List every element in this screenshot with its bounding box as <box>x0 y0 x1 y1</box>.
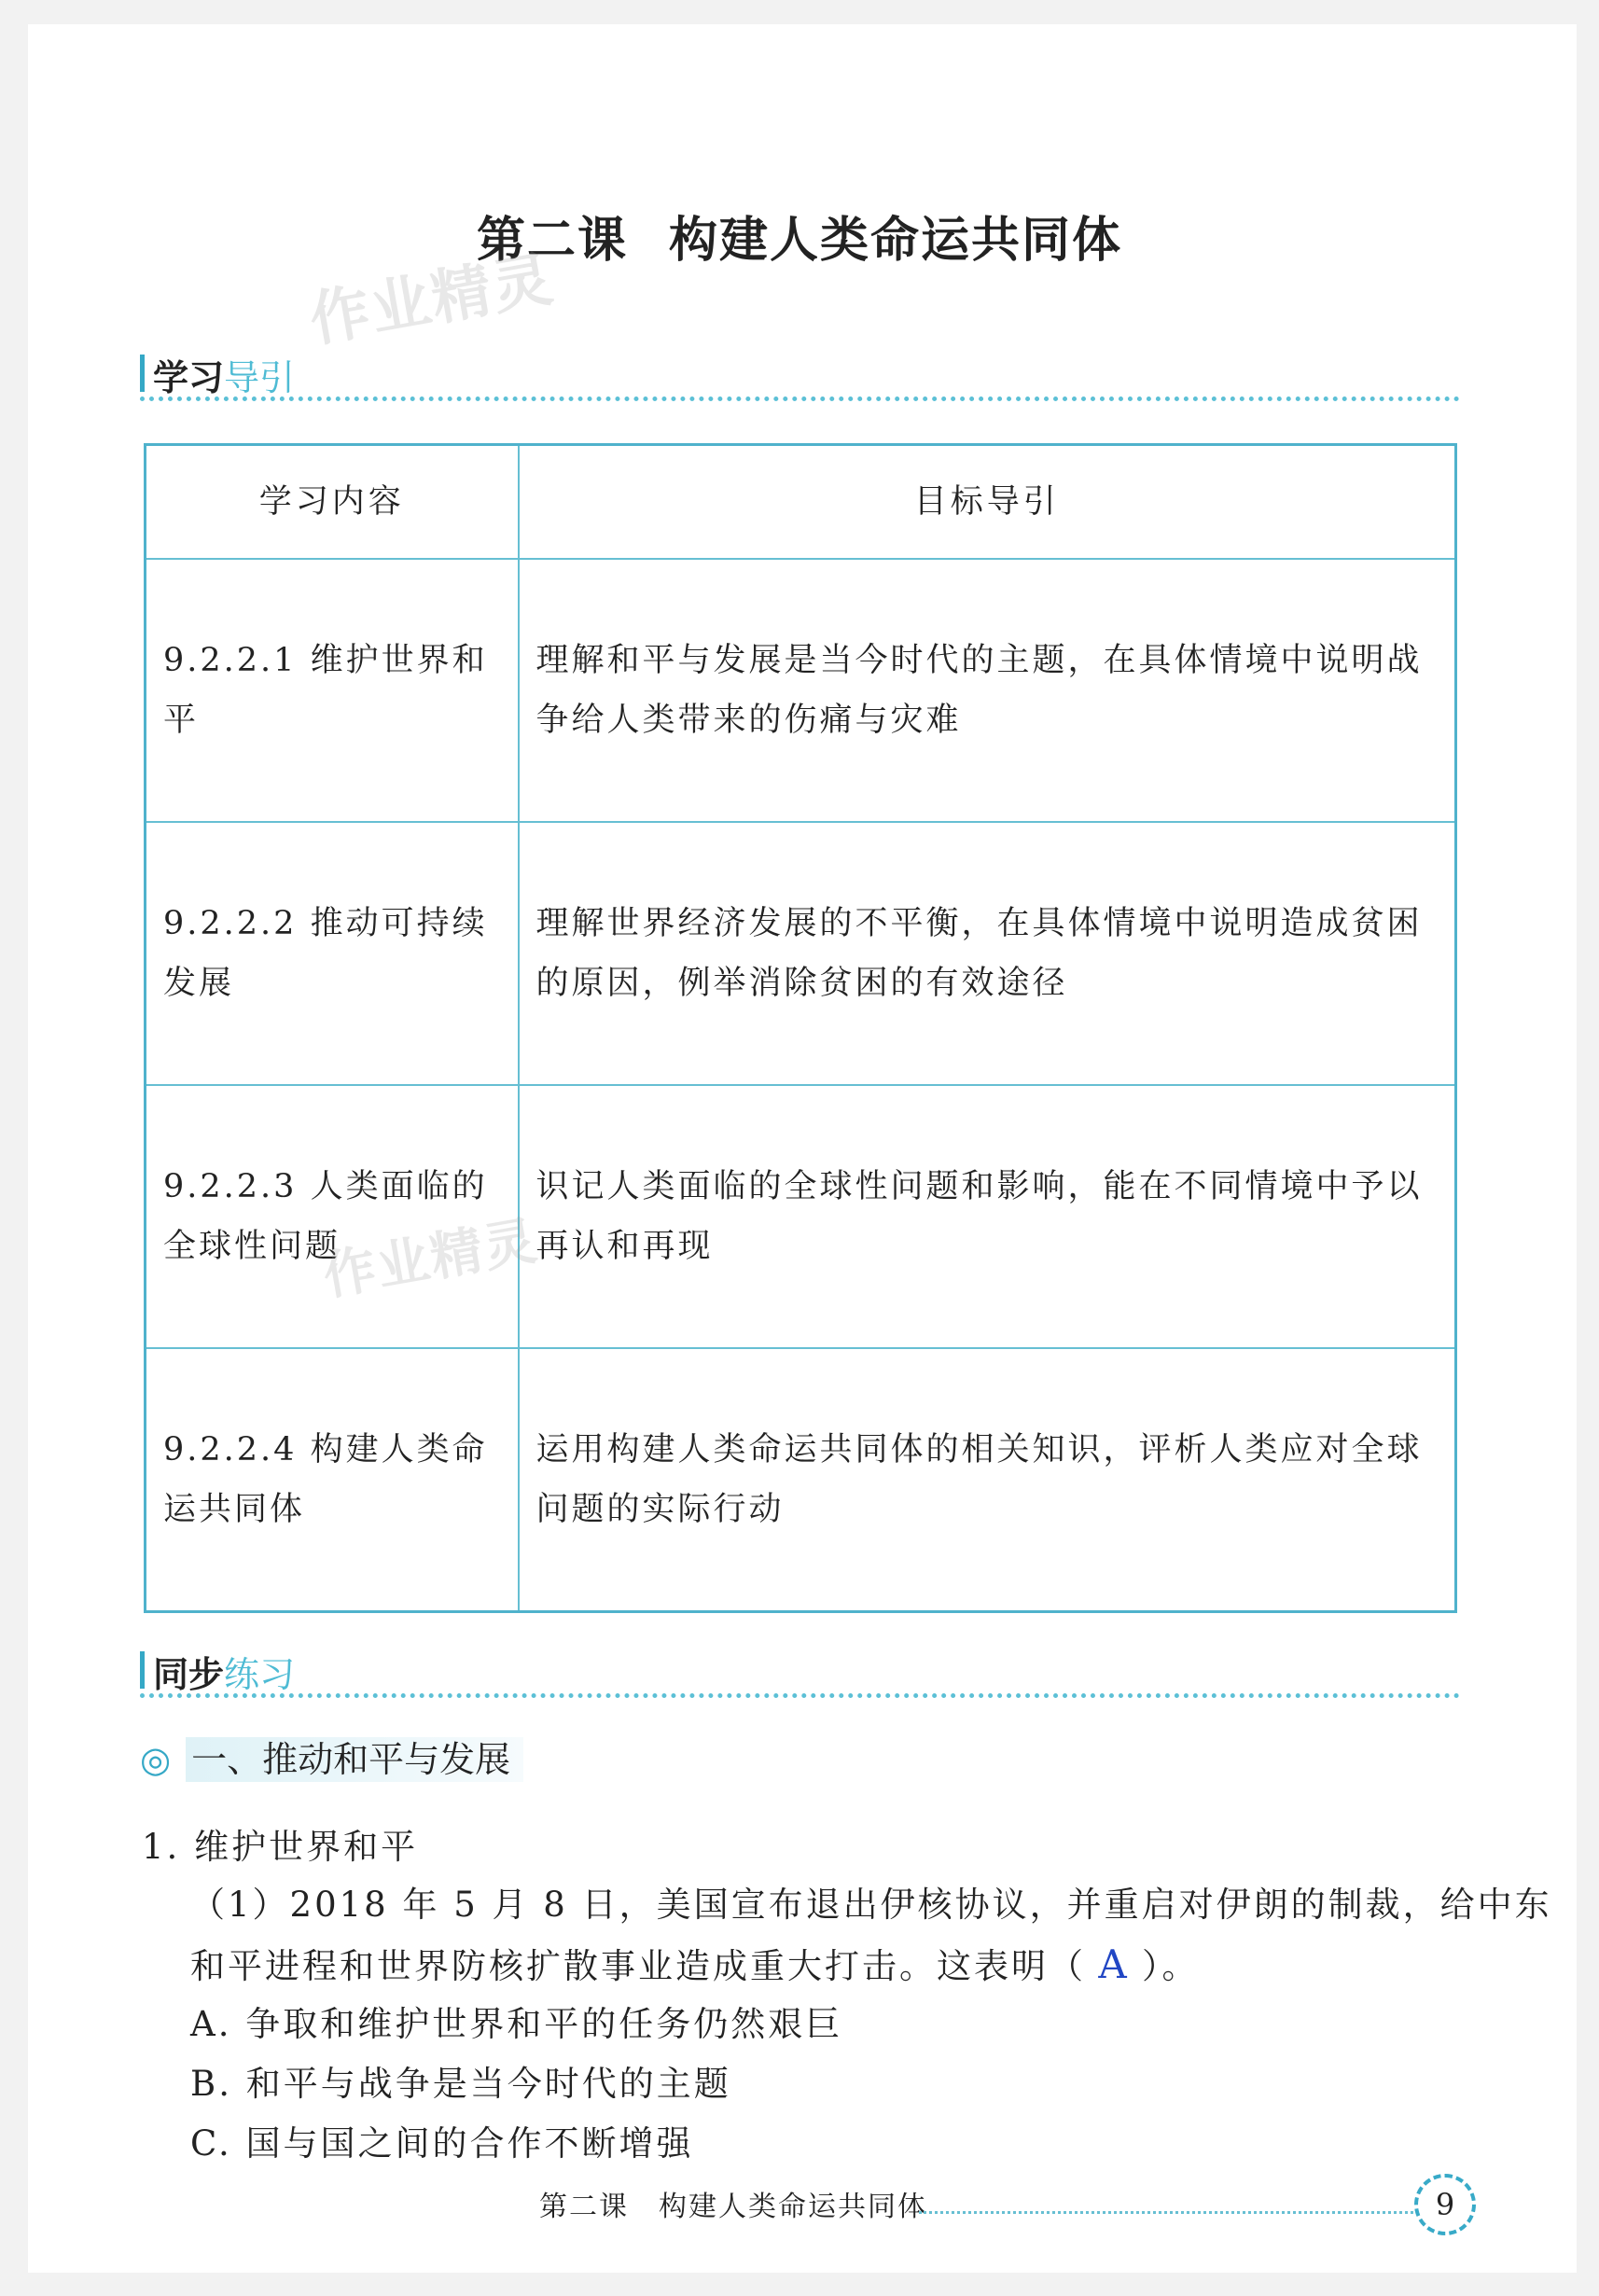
footer-title: 第二课 构建人类命运共同体 <box>539 2191 927 2223</box>
option-c: C. 国与国之间的合作不断增强 <box>190 2123 694 2164</box>
header-goal: 目标导引 <box>519 445 1456 560</box>
table-row <box>146 822 1456 1085</box>
page-title <box>0 201 1599 271</box>
section-title: 学习导引 <box>153 357 296 398</box>
table-row <box>146 1348 1456 1612</box>
handwritten-answer: A <box>1098 1941 1130 1987</box>
cell-goal: 识记人类面临的全球性问题和影响，能在不同情境中予以再认和再现 <box>519 1085 1456 1348</box>
lesson-number: 第二课 <box>476 212 628 269</box>
cell-content: 9.2.2.4 构建人类命运共同体 <box>146 1348 519 1612</box>
topic-heading <box>140 1731 523 1782</box>
section-bar <box>140 355 145 392</box>
watermark-top: 作业精灵 <box>304 244 560 356</box>
cell-content: 9.2.2.1 维护世界和平 <box>146 559 519 822</box>
option-a: A. 争取和维护世界和平的任务仍然艰巨 <box>190 2004 843 2044</box>
cell-goal: 运用构建人类命运共同体的相关知识，评析人类应对全球问题的实际行动 <box>519 1348 1456 1612</box>
topic-label: 一、推动和平与发展 <box>186 1737 523 1782</box>
page-number: 9 <box>1414 2174 1476 2235</box>
cell-content: 9.2.2.2 推动可持续发展 <box>146 822 519 1085</box>
section-bar <box>140 1651 145 1689</box>
header-content: 学习内容 <box>146 445 519 560</box>
cell-content: 9.2.2.3 人类面临的全球性问题 <box>146 1085 519 1348</box>
study-guide-table <box>144 443 1457 1613</box>
dotted-divider <box>140 397 1460 401</box>
watermark-middle: 作业精灵 <box>318 1210 543 1308</box>
table-row <box>146 559 1456 822</box>
table-row <box>146 1085 1456 1348</box>
target-icon: ◎ <box>140 1739 172 1780</box>
dotted-divider <box>140 1693 1460 1698</box>
cell-goal: 理解和平与发展是当今时代的主题，在具体情境中说明战争给人类带来的伤痛与灾难 <box>519 559 1456 822</box>
question-stem-line1: （1）2018 年 5 月 8 日，美国宣布退出伊核协议，并重启对伊朗的制裁，给中东 <box>190 1885 1552 1925</box>
question-stem-line2: 和平进程和世界防核扩散事业造成重大打击。这表明（ A ）。 <box>190 1935 1200 1997</box>
question-heading: 1. 维护世界和平 <box>142 1827 419 1867</box>
table-header-row <box>146 445 1456 560</box>
section-head-guide <box>140 345 1460 401</box>
section-head-practice <box>140 1642 1460 1698</box>
cell-goal: 理解世界经济发展的不平衡，在具体情境中说明造成贫困的原因，例举消除贫困的有效途径 <box>519 822 1456 1085</box>
footer-dotted-line <box>919 2211 1413 2214</box>
option-b: B. 和平与战争是当今时代的主题 <box>190 2064 731 2104</box>
lesson-name: 构建人类命运共同体 <box>669 212 1123 269</box>
section-title: 同步练习 <box>153 1654 296 1695</box>
